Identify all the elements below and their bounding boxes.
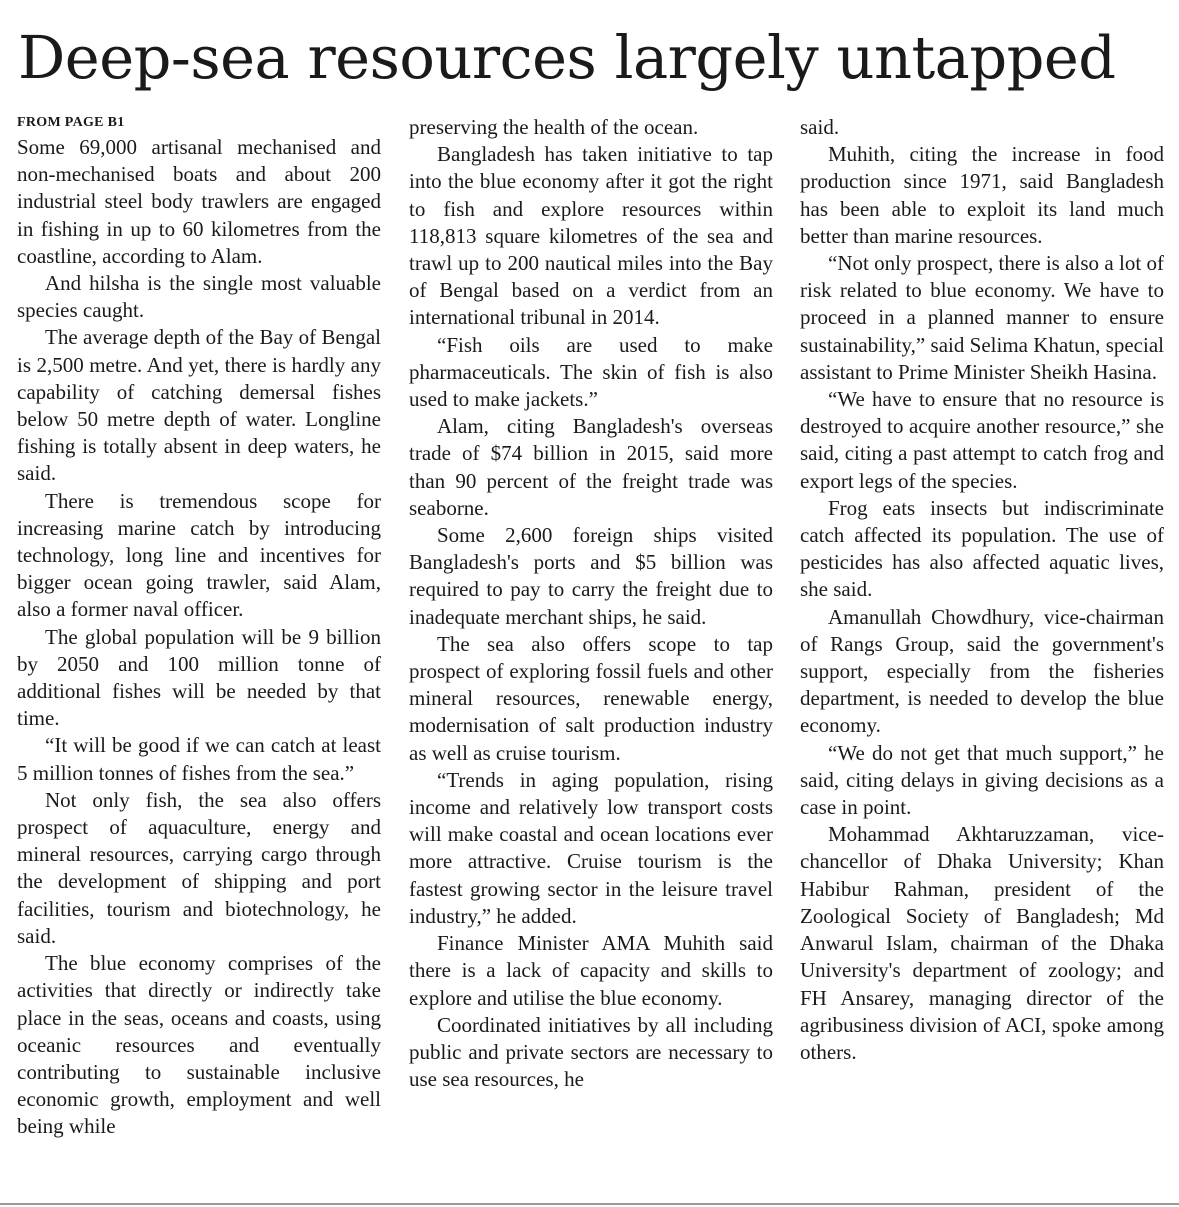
paragraph: Muhith, citing the increase in food production since 1971, said Bangladesh has been able to exploit its land much better than marine resources. (800, 142, 1164, 248)
paragraph: “It will be good if we can catch at least 5 million tonnes of fishes from the sea.” (17, 733, 381, 785)
paragraph: “We have to ensure that no resource is destroyed to acquire another resource,” she said, citing a past attempt to catch frog and export legs of the species. (800, 387, 1164, 493)
paragraph: Some 2,600 foreign ships visited Bangladesh's ports and $5 billion was required to pay to carry the freight due to inadequate merchant ships, he said. (409, 523, 773, 629)
paragraph: Bangladesh has taken initiative to tap into the blue economy after it got the right to fish and explore resources within 118,813 square kilometres of the sea and trawl up to 200 nautical miles into the Bay of Bengal based on a verdict from an international tribunal in 2014. (409, 142, 773, 330)
paragraph: The global population will be 9 billion by 2050 and 100 million tonne of additional fishes will be needed by that time. (17, 624, 381, 731)
paragraph: preserving the health of the ocean. (409, 115, 699, 139)
paragraph: “Trends in aging population, rising income and relatively low transport costs will make coastal and ocean locations ever more attractive. Cruise tourism is the fastest growing sector in the leisure travel industry,” he added. (409, 767, 773, 928)
paragraph: “Fish oils are used to make pharmaceuticals. The skin of fish is also used to make jackets.” (409, 332, 773, 412)
paragraph: Frog eats insects but indiscriminate catch affected its population. The use of pesticides has also affected aquatic lives, she said. (800, 495, 1164, 602)
article-column-2 (409, 114, 773, 1093)
paragraph: And hilsha is the single most valuable species caught. (17, 271, 381, 323)
paragraph: Amanullah Chowdhury, vice-chairman of Rangs Group, said the government's support, especially from the fisheries department, is needed to develop the blue economy. (800, 604, 1164, 738)
article-column-3 (800, 114, 1164, 1066)
headline: Deep-sea resources largely untapped (18, 23, 1116, 92)
kicker: FROM PAGE B1 (17, 115, 125, 130)
paragraph: The blue economy comprises of the activities that directly or indirectly take place in the seas, oceans and coasts, using oceanic resources and eventually contributing to sustainable inclusive economic growth, employment and well being while (17, 951, 381, 1139)
bottom-rule (0, 1203, 1179, 1205)
paragraph: Not only fish, the sea also offers prospect of aquaculture, energy and mineral resources, carrying cargo through the development of shipping and port facilities, tourism and biotechnology, he said. (17, 787, 381, 948)
paragraph: said. (800, 115, 840, 139)
paragraph: There is tremendous scope for increasing marine catch by introducing technology, long line and incentives for bigger ocean going trawler, said Alam, also a former naval officer. (17, 488, 381, 622)
paragraph: “Not only prospect, there is also a lot of risk related to blue economy. We have to proceed in a planned manner to ensure sustainability,” said Selima Khatun, special assistant to Prime Minister Sheikh Hasina. (800, 251, 1164, 384)
paragraph: Coordinated initiatives by all including public and private sectors are necessary to use sea resources, he (409, 1012, 773, 1092)
paragraph: Alam, citing Bangladesh's overseas trade of $74 billion in 2015, said more than 90 percent of the freight trade was seaborne. (409, 414, 773, 520)
paragraph: “We do not get that much support,” he said, citing delays in giving decisions as a case in point. (800, 740, 1164, 820)
paragraph: The sea also offers scope to tap prospect of exploring fossil fuels and other mineral resources, renewable energy, modernisation of salt production industry as well as cruise tourism. (409, 631, 773, 765)
paragraph: Some 69,000 artisanal mechanised and non-mechanised boats and about 200 industrial steel body trawlers are engaged in fishing in up to 60 kilometres from the coastline, according to Alam. (17, 135, 381, 268)
paragraph: Mohammad Akhtaruzzaman, vice-chancellor of Dhaka University; Khan Habibur Rahman, president of the Zoological Society of Bangladesh; Md Anwarul Islam, chairman of the Dhaka University's department of zoology; and FH Ansarey, managing director of the agribusiness division of ACI, spoke among others. (800, 822, 1164, 1064)
paragraph: Finance Minister AMA Muhith said there is a lack of capacity and skills to explore and utilise the blue economy. (409, 931, 773, 1010)
article-column-1 (17, 114, 381, 1141)
paragraph: The average depth of the Bay of Bengal is 2,500 metre. And yet, there is hardly any capability of catching demersal fishes below 50 metre depth of water. Longline fishing is totally absent in deep waters, he said. (17, 325, 381, 486)
